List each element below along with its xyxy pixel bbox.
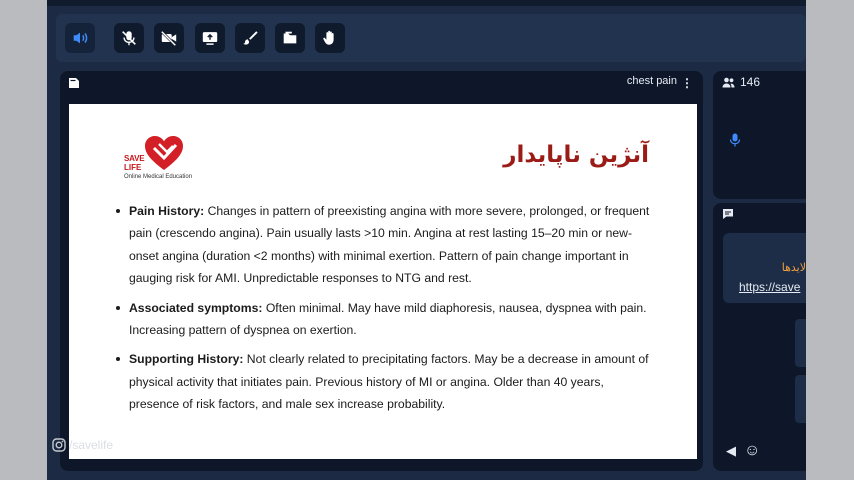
- slide: [69, 104, 697, 459]
- bullet-label: Associated symptoms:: [129, 300, 263, 315]
- participant-count: 146: [740, 75, 761, 89]
- mic-muted-icon: [120, 29, 138, 47]
- camera-button[interactable]: [154, 23, 184, 53]
- presentation-file-icon: [68, 77, 80, 89]
- save-life-logo: [121, 132, 211, 188]
- screen-share-icon: [201, 29, 219, 47]
- raise-hand-button[interactable]: [315, 23, 345, 53]
- top-strip: [47, 0, 806, 6]
- users-icon: [722, 77, 735, 88]
- speaker-button[interactable]: [65, 23, 95, 53]
- watermark-text: /savelife: [69, 438, 114, 452]
- logo-line-1: SAVE: [124, 154, 145, 163]
- conference-app: [47, 0, 806, 480]
- logo-line-2: LIFE: [124, 163, 142, 172]
- bullet-label: Supporting History:: [129, 352, 244, 367]
- bullet-associated-symptoms: [113, 297, 653, 342]
- slide-heading: آنژین ناپایدار: [503, 142, 649, 168]
- bullet-text: Changes in pattern of preexisting angina with more severe, prolonged, or frequent pain (crescendo angina). Pain usually lasts >10 min. Angina at rest lasting 15–20 min or new-onset angina (duration <2 months) with minimal exertion. Pattern of pain change important in gauging risk for AMI. Unpredictable responses to NTG and rest.: [129, 204, 650, 286]
- chat-input-bar: [718, 436, 806, 466]
- logo-tagline: Online Medical Education: [124, 174, 193, 180]
- presentation-header: [60, 71, 703, 99]
- chat-message-text: لایدها: [781, 261, 806, 274]
- heart-logo-icon: [141, 132, 187, 174]
- screen-share-button[interactable]: [195, 23, 225, 53]
- presentation-title: chest pain: [626, 75, 677, 87]
- bullet-text: Often minimal. May have mild diaphoresis, nausea, dyspnea with pain. Increasing pattern of dyspnea on exertion.: [129, 300, 647, 338]
- chat-message-link[interactable]: https://save: [739, 280, 801, 294]
- chat-icon: [722, 208, 734, 220]
- chat-message: [723, 233, 806, 303]
- bullet-text: Not clearly related to precipitating factors. May be a decrease in amount of physical activity that initiates pain. Previous history of MI or angina. Older than 40 years, presence of risk factors, and male sex increase probability.: [129, 352, 649, 412]
- chat-message-partial: [795, 375, 806, 423]
- presentation-panel: [60, 71, 703, 471]
- camera-off-icon: [160, 29, 178, 47]
- files-button[interactable]: [275, 23, 305, 53]
- watermark: [52, 438, 113, 452]
- brush-icon: [241, 29, 259, 47]
- presentation-menu-button[interactable]: ⋮: [681, 76, 693, 90]
- microphone-button[interactable]: [114, 23, 144, 53]
- instagram-icon: [52, 438, 66, 452]
- media-toolbar: [56, 14, 806, 62]
- raise-hand-icon: [321, 29, 339, 47]
- bullet-list: [113, 200, 653, 423]
- bullet-supporting-history: [113, 348, 653, 415]
- speaker-icon: [71, 29, 89, 47]
- emoji-icon[interactable]: ☺: [744, 442, 761, 459]
- chat-message-partial: [795, 319, 806, 367]
- mic-icon: [729, 133, 741, 147]
- chat-panel: [713, 203, 806, 471]
- draw-button[interactable]: [235, 23, 265, 53]
- send-icon[interactable]: ◀: [726, 443, 736, 458]
- participants-panel: [713, 71, 806, 199]
- folder-icon: [281, 29, 299, 47]
- bullet-label: Pain History:: [129, 204, 205, 218]
- bullet-pain-history: [113, 200, 653, 290]
- participants-header: [722, 75, 760, 89]
